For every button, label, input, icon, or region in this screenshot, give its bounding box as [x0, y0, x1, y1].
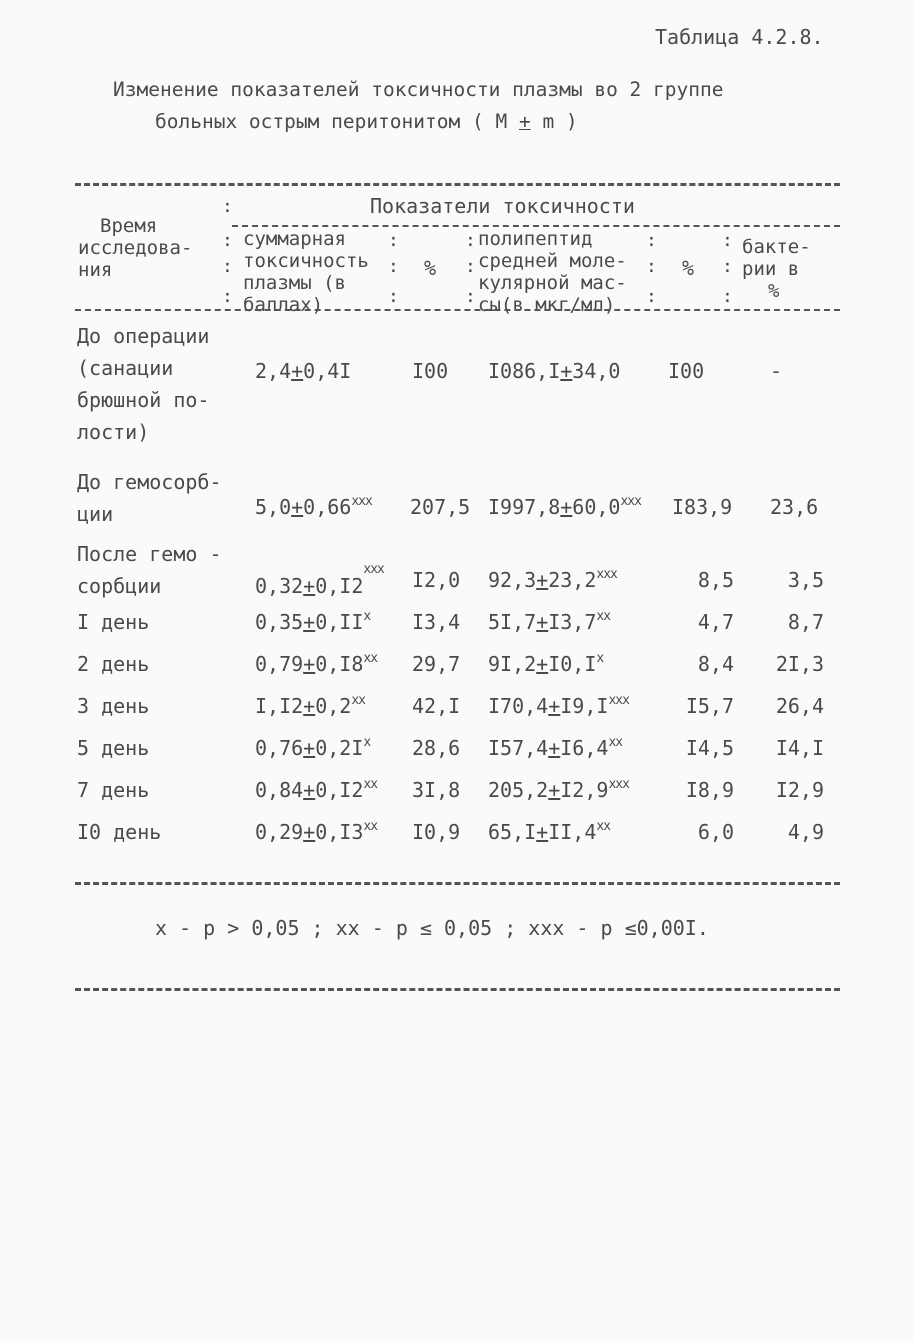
row-label-day-10: I0 день — [77, 820, 162, 844]
header-col-toxicity — [243, 228, 369, 316]
cell-bacteria: 4,9 — [787, 820, 824, 844]
cell-bacteria: 3,5 — [787, 568, 824, 592]
cell-polypeptide: $5I,7+I3,7^{xx}$ — [488, 609, 611, 634]
title-line-1: Изменение показателей токсичности плазмы во 2 группе — [113, 78, 724, 101]
cell-bacteria: 8,7 — [787, 610, 824, 634]
header-separator: : — [646, 286, 657, 307]
cell-toxicity: $I,I2+0,2^{xx}$ — [255, 693, 365, 718]
header-group-rule — [232, 225, 840, 227]
header-separator: : — [465, 286, 476, 307]
cell-toxicity: $5,0+0,66^{xxx}$ — [255, 494, 372, 519]
row-label-before-hemosorption — [77, 466, 222, 530]
cell-bacteria: 2I,3 — [775, 652, 824, 676]
cell-polypeptide: $205,2+I2,9^{xxx}$ — [488, 777, 629, 802]
plus-minus-symbol: + — [518, 110, 531, 133]
table-top-rule — [75, 183, 840, 186]
header-time-line-3: ния — [78, 259, 113, 281]
header-separator: : — [722, 230, 733, 251]
cell-percent-polypeptide: 4,7 — [697, 610, 734, 634]
cell-percent-polypeptide: I00 — [668, 359, 705, 383]
cell-bacteria: 23,6 — [770, 495, 819, 519]
row-label-before-surgery — [77, 320, 209, 448]
header-separator: : — [646, 256, 657, 277]
header-separator: : — [388, 230, 399, 251]
cell-bacteria: - — [770, 359, 783, 383]
cell-percent-toxicity: 42,I — [412, 694, 461, 718]
row-label-line: брюшной по- — [77, 388, 210, 412]
header-separator: : — [388, 286, 399, 307]
header-separator: : — [465, 256, 476, 277]
header-group-title: Показатели токсичности — [370, 194, 635, 218]
row-label-day-1: I день — [77, 610, 150, 634]
header-col-bacteria-line-2: рии в — [742, 258, 800, 280]
header-time-line-1: Время — [100, 215, 158, 237]
cell-percent-polypeptide: 8,5 — [697, 568, 734, 592]
header-col-polypeptide-line-3: кулярной мас- — [478, 272, 627, 294]
header-time-line-2: исследова- — [78, 237, 193, 259]
cell-bacteria: I4,I — [775, 736, 824, 760]
row-label-line: До операции — [77, 324, 210, 348]
footnote-bottom-rule — [75, 988, 840, 991]
cell-toxicity: $0,76+0,2I^x$ — [255, 735, 371, 760]
cell-polypeptide: $92,3+23,2^{xxx}$ — [488, 567, 617, 592]
table-bottom-rule — [75, 882, 840, 885]
header-col-polypeptide-line-4: сы(в мкг/мл) — [478, 294, 616, 316]
significance-footnote: x - p > 0,05 ; xx - p ≤ 0,05 ; xxx - p ≤0,00I. — [155, 916, 709, 940]
cell-polypeptide: $I997,8+60,0^{xxx}$ — [488, 494, 641, 519]
cell-percent-polypeptide: I8,9 — [685, 778, 734, 802]
cell-toxicity: $0,35+0,II^x$ — [255, 609, 371, 634]
cell-percent-toxicity: 3I,8 — [412, 778, 461, 802]
row-label-day-7: 7 день — [77, 778, 150, 802]
header-col-polypeptide-line-2: средней моле- — [478, 250, 627, 272]
header-separator: : — [222, 196, 233, 217]
table-label: Таблица 4.2.8. — [655, 25, 824, 49]
header-bottom-rule — [75, 309, 840, 311]
cell-percent-toxicity: 207,5 — [410, 495, 471, 519]
header-separator: : — [722, 286, 733, 307]
header-col-bacteria-line-1: бакте- — [742, 236, 811, 258]
row-label-after-hemosorption — [77, 538, 222, 602]
row-label-line: После гемо - — [77, 542, 222, 566]
cell-percent-toxicity: 28,6 — [412, 736, 461, 760]
cell-bacteria: 26,4 — [775, 694, 824, 718]
header-col-toxicity-line-3: плазмы (в — [243, 272, 346, 294]
cell-polypeptide: $9I,2+I0,I^x$ — [488, 651, 604, 676]
row-label-day-5: 5 день — [77, 736, 150, 760]
cell-polypeptide: $I70,4+I9,I^{xxx}$ — [488, 693, 629, 718]
cell-percent-toxicity: I3,4 — [412, 610, 461, 634]
cell-polypeptide: $65,I+II,4^{xx}$ — [488, 819, 611, 844]
cell-percent-toxicity: 29,7 — [412, 652, 461, 676]
cell-percent-polypeptide: I4,5 — [685, 736, 734, 760]
row-label-line: До гемосорб- — [77, 470, 222, 494]
row-label-day-2: 2 день — [77, 652, 150, 676]
row-label-line: ции — [77, 502, 114, 526]
header-separator: : — [222, 230, 233, 251]
header-separator: : — [465, 230, 476, 251]
cell-percent-polypeptide: 8,4 — [697, 652, 734, 676]
title-line-2 — [155, 112, 578, 132]
header-col-percent-2: % — [682, 256, 695, 280]
header-separator: : — [222, 286, 233, 307]
cell-polypeptide: $I57,4+I6,4^{xx}$ — [488, 735, 623, 760]
cell-toxicity: $0,84+0,I2^{xx}$ — [255, 777, 378, 802]
header-col-polypeptide — [478, 228, 627, 316]
header-col-polypeptide-line-1: полипептид — [478, 228, 593, 250]
header-separator: : — [722, 256, 733, 277]
header-separator: : — [646, 230, 657, 251]
header-col-toxicity-line-1: суммарная — [243, 228, 346, 250]
cell-toxicity: 2,4+0,4I — [255, 359, 352, 383]
header-col-bacteria-line-3: % — [768, 280, 780, 302]
header-separator: : — [388, 256, 399, 277]
cell-percent-toxicity: I0,9 — [412, 820, 461, 844]
header-col-toxicity-line-4: баллах) — [243, 294, 324, 316]
cell-toxicity: $0,32+0,I2^{xxx}$ — [255, 562, 384, 598]
header-col-toxicity-line-2: токсичность — [243, 250, 369, 272]
cell-toxicity: $0,79+0,I8^{xx}$ — [255, 651, 378, 676]
cell-percent-polypeptide: I83,9 — [672, 495, 733, 519]
header-col-bacteria — [742, 236, 811, 302]
header-separator: : — [222, 256, 233, 277]
row-label-line: (санации — [77, 356, 174, 380]
header-time — [78, 215, 218, 281]
cell-percent-polypeptide: 6,0 — [697, 820, 734, 844]
row-label-line: сорбции — [77, 574, 162, 598]
cell-percent-toxicity: I2,0 — [412, 568, 461, 592]
row-label-line: лости) — [77, 420, 150, 444]
title-line-2-post: m ) — [530, 110, 578, 133]
header-col-percent-1: % — [424, 256, 437, 280]
cell-toxicity: $0,29+0,I3^{xx}$ — [255, 819, 378, 844]
cell-bacteria: I2,9 — [775, 778, 824, 802]
row-label-day-3: 3 день — [77, 694, 150, 718]
cell-percent-toxicity: I00 — [412, 359, 449, 383]
cell-polypeptide: I086,I+34,0 — [488, 359, 621, 383]
cell-percent-polypeptide: I5,7 — [685, 694, 734, 718]
title-line-2-pre: больных острым перитонитом ( М — [155, 110, 519, 133]
